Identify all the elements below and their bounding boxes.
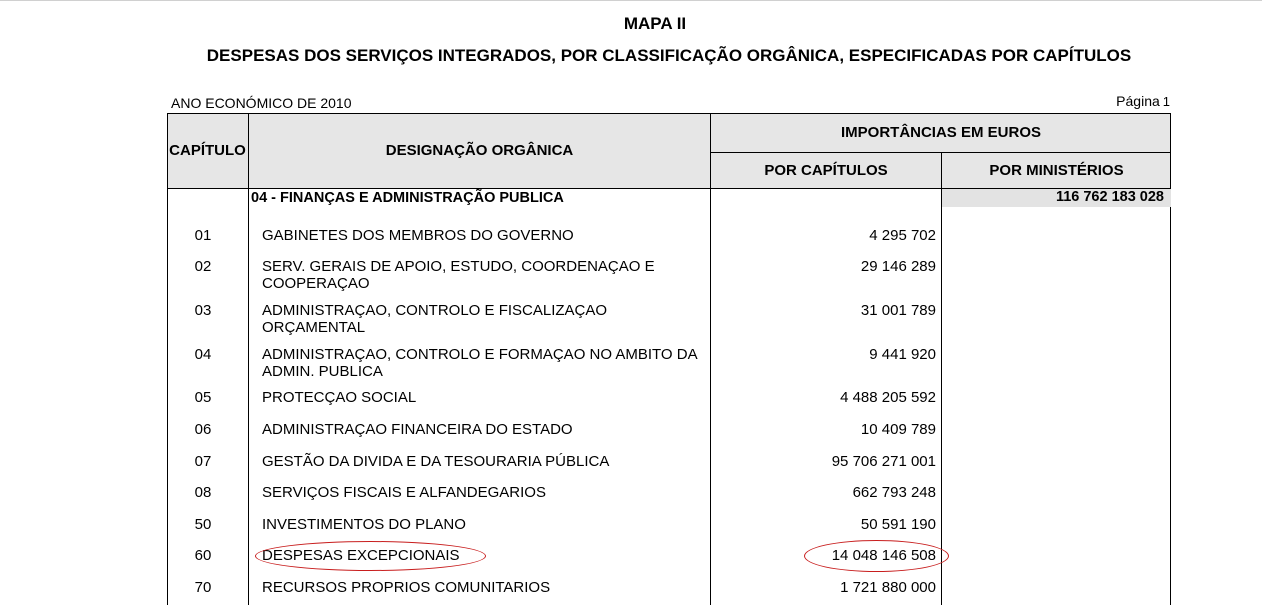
ministry-total: 116 762 183 028: [1055, 189, 1164, 205]
row-value: 4 488 205 592: [840, 389, 936, 406]
row-description: GABINETES DOS MEMBROS DO GOVERNO: [262, 227, 574, 244]
row-code: 08: [194, 484, 212, 501]
page-indicator: [1116, 93, 1170, 109]
row-code: 03: [194, 302, 212, 319]
header-designacao: DESIGNAÇÃO ORGÂNICA: [385, 142, 574, 159]
fiscal-year-label: ANO ECONÓMICO DE 2010: [171, 95, 352, 111]
row-code: 01: [194, 227, 212, 244]
row-description: GESTÃO DA DIVIDA E DA TESOURARIA PÚBLICA: [262, 453, 610, 470]
header-importancias: IMPORTÂNCIAS EM EUROS: [840, 124, 1041, 141]
row-value: 1 721 880 000: [840, 579, 936, 596]
row-description: DESPESAS EXCEPCIONAIS: [262, 547, 460, 564]
row-value: 31 001 789: [860, 302, 936, 319]
row-code: 70: [194, 579, 212, 596]
row-value: 4 295 702: [869, 227, 936, 244]
row-value: 50 591 190: [860, 516, 936, 533]
row-description: ADMINISTRAÇAO, CONTROLO E FISCALIZAÇAO ORÇAMENTAL: [262, 302, 608, 336]
row-description: SERVIÇOS FISCAIS E ALFANDEGARIOS: [262, 484, 546, 501]
row-description: INVESTIMENTOS DO PLANO: [262, 516, 466, 533]
row-code: 04: [194, 346, 212, 363]
row-code: 02: [194, 258, 212, 275]
row-value: 662 793 248: [852, 484, 936, 501]
ministry-name: 04 - FINANÇAS E ADMINISTRAÇÃO PUBLICA: [251, 190, 564, 206]
row-description: SERV. GERAIS DE APOIO, ESTUDO, COORDENAÇAO E COOPERAÇAO: [262, 258, 655, 292]
document-subtitle: DESPESAS DOS SERVIÇOS INTEGRADOS, POR CLASSIFICAÇÃO ORGÂNICA, ESPECIFICADAS POR CAPÍTULOS: [206, 46, 1132, 65]
row-description: ADMINISTRAÇAO, CONTROLO E FORMAÇAO NO AMBITO DA ADMIN. PUBLICA: [262, 346, 697, 380]
row-value: 14 048 146 508: [831, 547, 936, 564]
row-code: 05: [194, 389, 212, 406]
row-description: ADMINISTRAÇAO FINANCEIRA DO ESTADO: [262, 421, 573, 438]
row-code: 60: [194, 547, 212, 564]
row-description: RECURSOS PROPRIOS COMUNITARIOS: [262, 579, 551, 596]
row-code: 07: [194, 453, 212, 470]
row-value: 95 706 271 001: [831, 453, 936, 470]
page-number: 1: [1162, 94, 1170, 109]
page-label: Página: [1116, 93, 1160, 109]
row-code: 50: [194, 516, 212, 533]
column-divider-3: [941, 152, 942, 605]
row-description: PROTECÇAO SOCIAL: [262, 389, 417, 406]
row-value: 29 146 289: [860, 258, 936, 275]
expenses-table: [167, 113, 1171, 605]
header-capitulo: CAPÍTULO: [169, 142, 246, 159]
row-code: 06: [194, 421, 212, 438]
page-top-border: [0, 0, 1262, 1]
row-value: 10 409 789: [860, 421, 936, 438]
header-por-capitulos: POR CAPÍTULOS: [764, 162, 888, 179]
row-value: 9 441 920: [869, 346, 936, 363]
document-title: MAPA II: [623, 14, 687, 33]
header-por-ministerios: POR MINISTÉRIOS: [989, 162, 1124, 179]
